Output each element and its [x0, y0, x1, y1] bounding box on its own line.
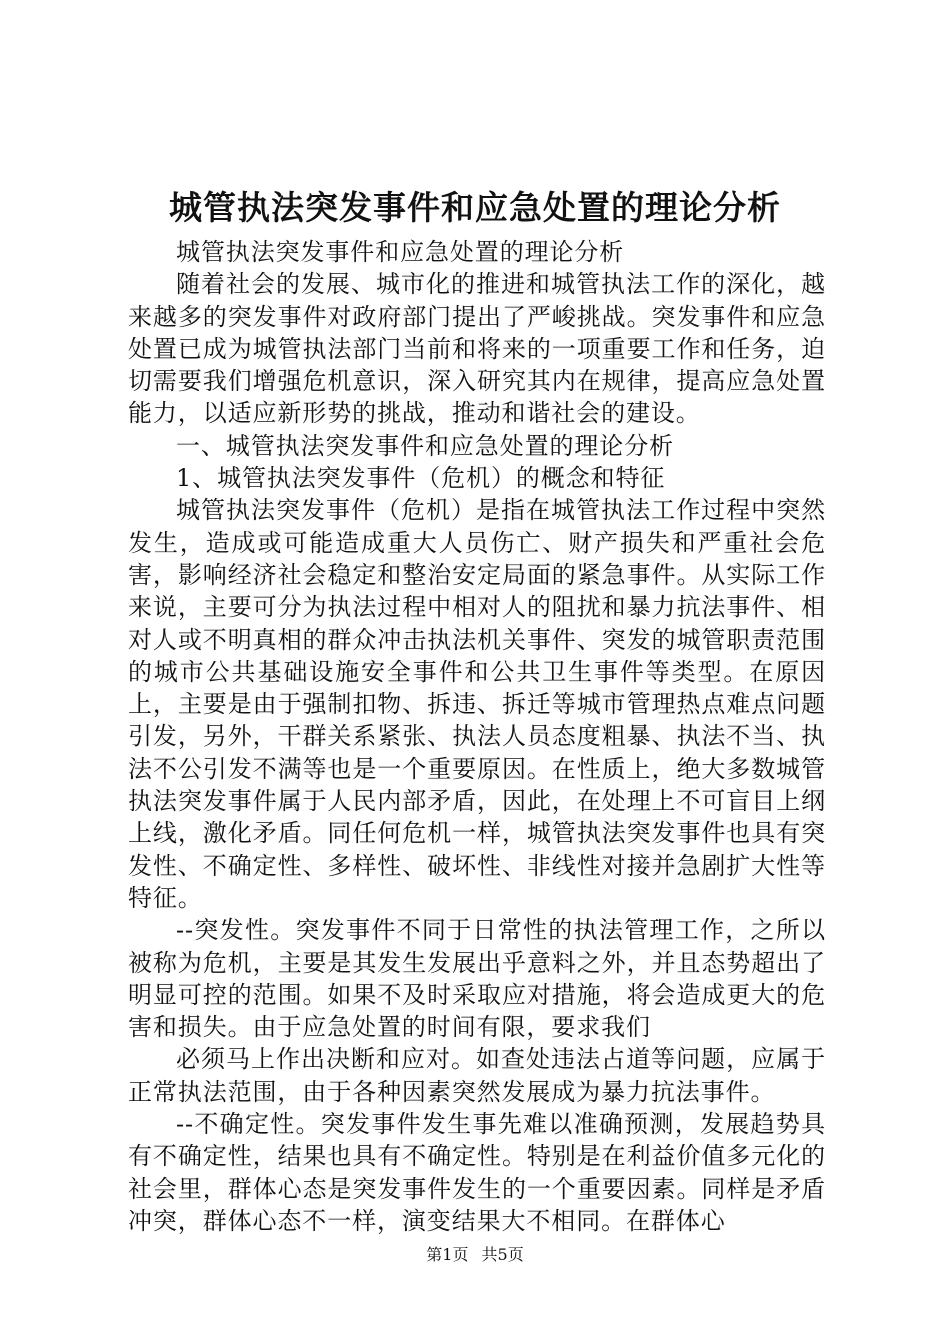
paragraph-definition: 城管执法突发事件（危机）是指在城管执法工作过程中突然发生，造成或可能造成重大人员伤亡、财产损失和严重社会危害，影响经济社会稳定和整治安定局面的紧急事件。从实际工作来说，主要可分为执法过程中相对人的阻扰和暴力抗法事件、相对人或不明真相的群众冲击执法机关事件、突发的城管职责范围的城市公共基础设施安全事件和公共卫生事件等类型。在原因上，主要是由于强制扣物、拆违、拆迁等城市管理热点难点问题引发，另外，干群关系紧张、执法人员态度粗暴、执法不当、执法不公引发不满等也是一个重要原因。在性质上，绝大多数城管执法突发事件属于人民内部矛盾，因此，在处理上不可盲目上纲上线，激化矛盾。同任何危机一样，城管执法突发事件也具有突发性、不确定性、多样性、破坏性、非线性对接并急剧扩大性等特征。 [128, 496, 826, 912]
document-title: 城管执法突发事件和应急处置的理论分析 [169, 188, 781, 227]
paragraph-suddenness-continued: 必须马上作出决断和应对。如查处违法占道等问题，应属于正常执法范围，由于各种因素突然发展成为暴力抗法事件。 [128, 1045, 826, 1106]
page-footer [0, 1244, 950, 1266]
document-body [128, 236, 826, 1237]
page-number: 第1页 [426, 1245, 469, 1264]
paragraph-suddenness: --突发性。突发事件不同于日常性的执法管理工作，之所以被称为危机，主要是其发生发展出乎意料之外，并且态势超出了明显可控的范围。如果不及时采取应对措施，将会造成更大的危害和损失。由于应急处置的时间有限，要求我们 [128, 916, 826, 1042]
paragraph-uncertainty: --不确定性。突发事件发生事先难以准确预测，发展趋势具有不确定性，结果也具有不确定性。特别是在利益价值多元化的社会里，群体心态是突发事件发生的一个重要因素。同样是矛盾冲突，群体心态不一样，演变结果大不相同。在群体心 [128, 1110, 826, 1235]
paragraph-subsection-heading: 1、城管执法突发事件（危机）的概念和特征 [176, 464, 666, 493]
paragraph-subtitle: 城管执法突发事件和应急处置的理论分析 [176, 238, 625, 266]
paragraph-intro: 随着社会的发展、城市化的推进和城管执法工作的深化，越来越多的突发事件对政府部门提出了严峻挑战。突发事件和应急处置已成为城管执法部门当前和将来的一项重要工作和任务，迫切需要我们增强危机意识，深入研究其内在规律，提高应急处置能力，以适应新形势的挑战，推动和谐社会的建设。 [128, 270, 826, 428]
page-total: 共5页 [481, 1245, 524, 1264]
paragraph-section-heading: 一、城管执法突发事件和应急处置的理论分析 [176, 431, 674, 460]
